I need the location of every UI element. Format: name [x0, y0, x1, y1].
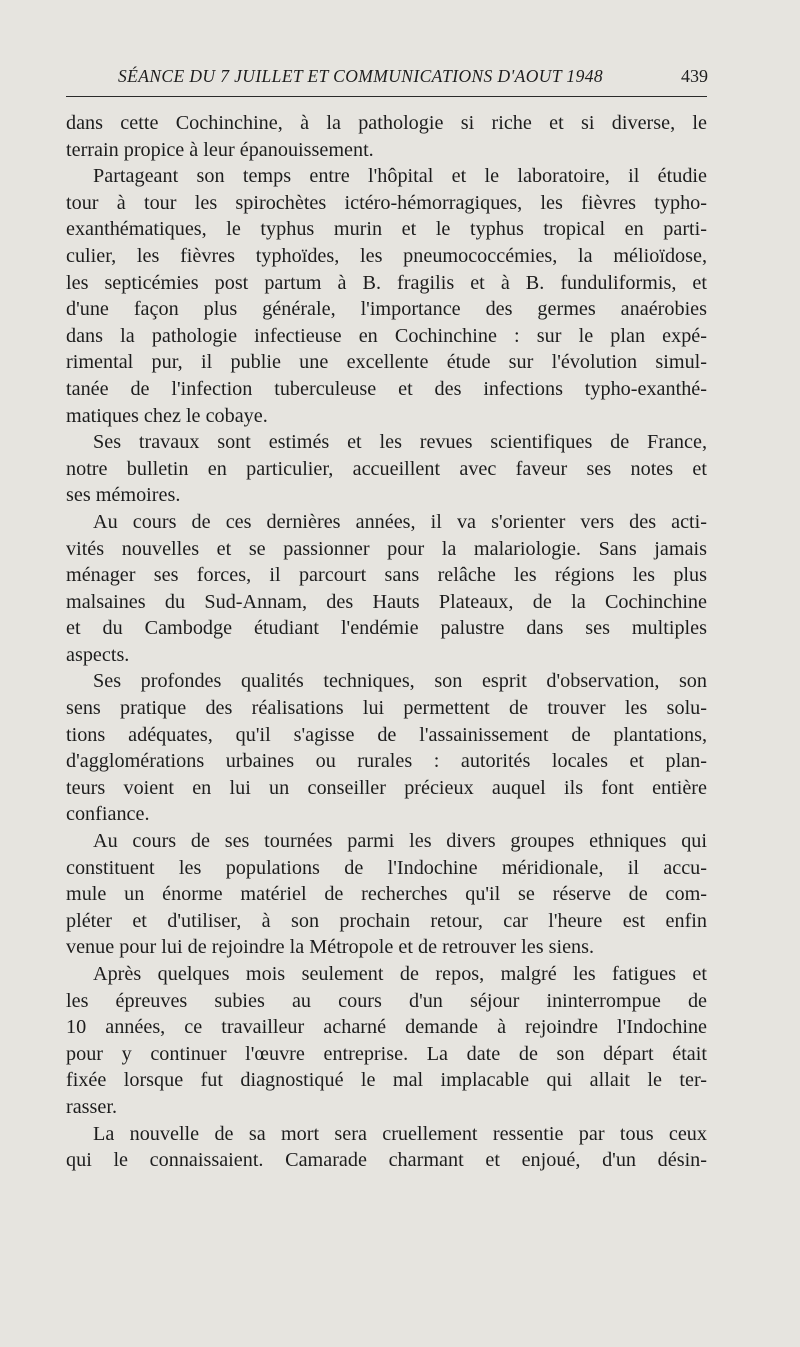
text-line: pléter et d'utiliser, à son prochain retour, car l'heure est enfin — [66, 909, 707, 932]
text-line: rimental pur, il publie une excellente étude sur l'évolution simul- — [66, 351, 707, 374]
running-head — [118, 66, 708, 90]
running-title: SÉANCE DU 7 JUILLET ET COMMUNICATIONS D'AOUT 1948 — [118, 66, 604, 86]
text-line: Après quelques mois seulement de repos, malgré les fatigues et — [93, 963, 707, 985]
text-line: d'agglomérations urbaines ou rurales : autorités locales et plan- — [66, 750, 707, 773]
text-line: ses mémoires. — [66, 484, 181, 507]
text-line: teurs voient en lui un conseiller précieux auquel ils font entière — [66, 776, 707, 799]
text-line: malsaines du Sud-Annam, des Hauts Plateaux, de la Cochinchine — [66, 590, 707, 613]
text-line: La nouvelle de sa mort sera cruellement ressentie par tous ceux — [93, 1122, 707, 1145]
text-line: culier, les fièvres typhoïdes, les pneumococcémies, la mélioïdose, — [66, 244, 707, 267]
text-line: les septicémies post partum à B. fragilis et à B. funduliformis, et — [66, 271, 707, 294]
text-line: les épreuves subies au cours d'un séjour ininterrompue de — [66, 989, 707, 1012]
text-line: qui le connaissaient. Camarade charmant et enjoué, d'un désin- — [66, 1149, 707, 1172]
text-line: pour y continuer l'œuvre entreprise. La date de son départ était — [66, 1042, 707, 1065]
page-number: 439 — [681, 66, 708, 86]
body-text — [66, 110, 707, 1174]
text-line: rasser. — [66, 1095, 118, 1118]
text-line: tions adéquates, qu'il s'agisse de l'assainissement de plantations, — [66, 723, 707, 746]
text-line: ménager ses forces, il parcourt sans relâche les régions les plus — [66, 564, 707, 587]
text-line: Au cours de ces dernières années, il va s'orienter vers des acti- — [93, 510, 707, 533]
text-line: mule un énorme matériel de recherches qu'il se réserve de com- — [66, 883, 707, 906]
text-line: et du Cambodge étudiant l'endémie palustre dans ses multiples — [66, 617, 707, 640]
text-line: venue pour lui de rejoindre la Métropole et de retrouver les siens. — [66, 936, 595, 959]
text-line: dans cette Cochinchine, à la pathologie si riche et si diverse, le — [66, 112, 707, 134]
text-line: 10 années, ce travailleur acharné demande à rejoindre l'Indochine — [66, 1016, 707, 1039]
text-line: dans la pathologie infectieuse en Cochinchine : sur le plan expé- — [66, 324, 707, 347]
text-line: constituent les populations de l'Indochine méridionale, il accu- — [66, 856, 707, 879]
text-line: tour à tour les spirochètes ictéro-hémorragiques, les fièvres typho- — [66, 191, 707, 214]
header-rule — [66, 96, 707, 97]
text-line: matiques chez le cobaye. — [66, 404, 268, 427]
text-line: sens pratique des réalisations lui permettent de trouver les solu- — [66, 697, 707, 720]
text-line: confiance. — [66, 803, 150, 826]
text-line: tanée de l'infection tuberculeuse et des infections typho-exanthé- — [66, 377, 707, 400]
text-line: Au cours de ses tournées parmi les divers groupes ethniques qui — [93, 830, 707, 853]
text-line: d'une façon plus générale, l'importance des germes anaérobies — [66, 298, 707, 321]
text-line: fixée lorsque fut diagnostiqué le mal implacable qui allait le ter- — [66, 1069, 707, 1092]
text-line: vités nouvelles et se passionner pour la malariologie. Sans jamais — [66, 537, 707, 560]
text-line: terrain propice à leur épanouissement. — [66, 138, 374, 161]
text-line: Ses profondes qualités techniques, son esprit d'observation, son — [93, 670, 707, 693]
text-line: Ses travaux sont estimés et les revues scientifiques de France, — [93, 431, 707, 454]
text-line: exanthématiques, le typhus murin et le typhus tropical en parti- — [66, 218, 707, 241]
text-line: notre bulletin en particulier, accueillent avec faveur ses notes et — [66, 457, 707, 480]
text-line: aspects. — [66, 643, 130, 666]
text-line: Partageant son temps entre l'hôpital et le laboratoire, il étudie — [93, 165, 707, 188]
